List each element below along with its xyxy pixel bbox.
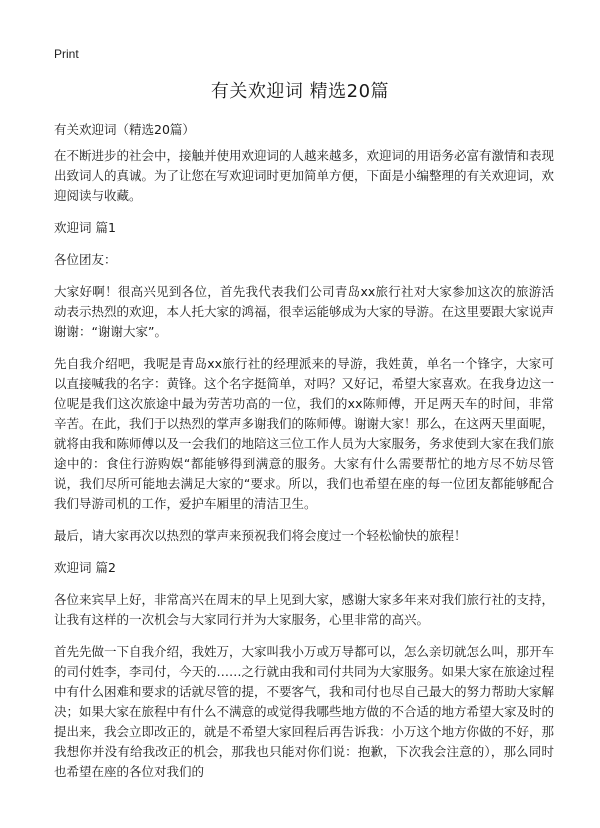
section-2-paragraph-2: 首先先做一下自我介绍，我姓万，大家叫我小万或万导都可以，怎么亲切就怎么叫，那开车的司付姓李，李司付，今天的……之行就由我和司付共同为大家服务。如果大家在旅途过程中有什么困难和要求的话就尽管的提，不要客气，我和司付也尽自己最大的努力帮助大家解决；如果大家在旅程中有什么不满意的或觉得我哪些地方做的不合适的地方希望大家及时的提出来，我会立即改正的，就是不希望大家回程后再告诉我：小万这个地方你做的不好，那我想你并没有给我改正的机会，那我也只能对你们说：抱歉，下次我会注意的），那么同时也希望在座的各位对我们的 xyxy=(54,644,555,779)
section-1-paragraph-3: 最后，请大家再次以热烈的掌声来预祝我们将会度过一个轻松愉快的旅程！ xyxy=(54,528,467,543)
section-2-heading: 欢迎词 篇2 xyxy=(54,560,116,575)
intro-paragraph: 在不断进步的社会中，接触并使用欢迎词的人越来越多，欢迎词的用语务必富有激情和表现出致词人的真诚。为了让您在写欢迎词时更加简单方便，下面是小编整理的有关欢迎词，欢迎阅读与收藏。 xyxy=(54,148,555,203)
section-1-heading: 欢迎词 篇1 xyxy=(54,220,116,235)
print-link[interactable]: Print xyxy=(54,47,79,61)
section-1-greeting: 各位团友： xyxy=(54,252,117,267)
section-1-paragraph-2: 先自我介绍吧，我呢是青岛xx旅行社的经理派来的导游，我姓黄，单名一个锋字，大家可以直接喊我的名字：黄锋。这个名字挺简单，对吗？又好记，希望大家喜欢。在我身边这一位呢是我们这次旅途中最为劳苦功高的一位，我们的xx陈师傅，开足两天车的时间，非常辛苦。在此，我们于以热烈的掌声多谢我们的陈师傅。谢谢大家！那么，在这两天里面呢，就将由我和陈师傅以及一会我们的地陪这三位工作人员为大家服务，务求使到大家在我们旅途中的：食住行游购娱“都能够得到满意的服务。大家有什么需要帮忙的地方尽不妨尽管说，我们尽所可能地去满足大家的“要求。所以，我们也希望在座的每一位团友都能够配合我们导游司机的工作，爱护车厢里的清洁卫生。 xyxy=(54,356,555,511)
section-2-paragraph-1: 各位来宾早上好，非常高兴在周末的早上见到大家，感谢大家多年来对我们旅行社的支持，让我有这样的一次机会与大家同行并为大家服务，心里非常的高兴。 xyxy=(54,592,555,627)
section-1-paragraph-1: 大家好啊！很高兴见到各位，首先我代表我们公司青岛xx旅行社对大家参加这次的旅游活动表示热烈的欢迎，本人托大家的鸿福，很幸运能够成为大家的导游。在这里要跟大家说声谢谢：“谢谢大家”。 xyxy=(54,284,555,339)
document-body xyxy=(54,120,554,794)
document-subtitle: 有关欢迎词（精选20篇） xyxy=(54,122,195,137)
page-title: 有关欢迎词 精选20篇 xyxy=(210,81,390,102)
